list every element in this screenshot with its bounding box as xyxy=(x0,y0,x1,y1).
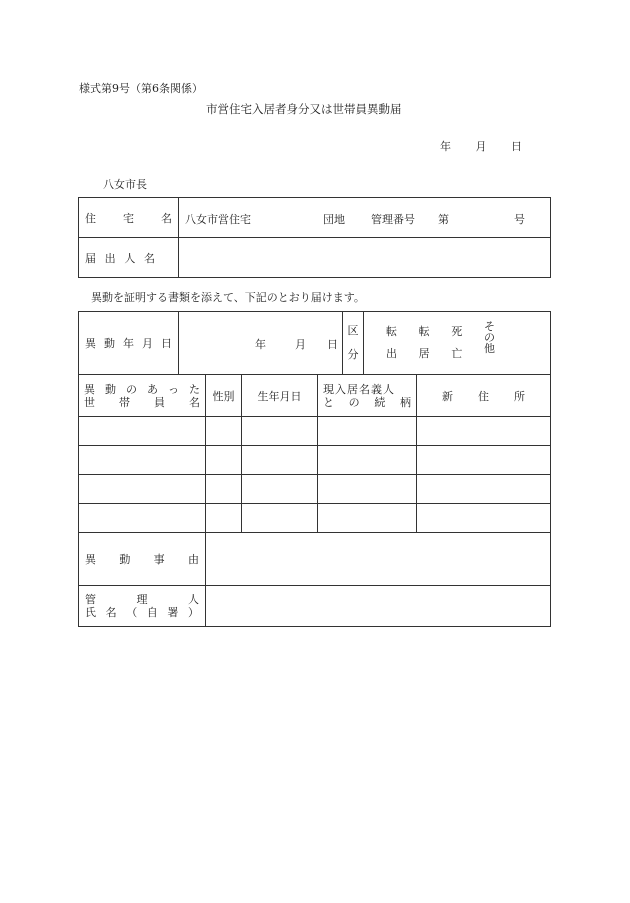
change-month-label: 月 xyxy=(295,338,306,351)
category-option-tenkyo[interactable]: 転 居 xyxy=(418,325,430,360)
sex-cell[interactable] xyxy=(206,504,242,533)
residence-label-cell xyxy=(79,198,179,238)
member-table-header xyxy=(79,375,551,417)
reason-label: 異 動 事 由 xyxy=(85,553,199,566)
sex-cell[interactable] xyxy=(206,417,242,446)
applicant-label-cell xyxy=(79,238,179,278)
category-label-top: 区 xyxy=(347,324,359,337)
applicant-label: 届 出 人 名 xyxy=(85,251,155,265)
header-birth: 生年月日 xyxy=(242,375,318,417)
header-address: 新 住 所 xyxy=(417,375,551,417)
category-option-shibou[interactable]: 死 亡 xyxy=(451,325,463,360)
residence-name: 八女市営住宅 xyxy=(185,213,251,226)
form-title: 市営住宅入居者身分又は世帯員異動届 xyxy=(206,102,402,116)
address-cell[interactable] xyxy=(417,504,551,533)
residence-dai-label: 第 xyxy=(438,213,449,226)
residence-value-cell[interactable] xyxy=(179,198,551,238)
header-sex: 性別 xyxy=(206,375,242,417)
change-year-label: 年 xyxy=(255,338,266,351)
category-options-cell[interactable] xyxy=(364,312,551,375)
reason-value-cell[interactable] xyxy=(206,533,551,586)
birth-cell[interactable] xyxy=(242,475,318,504)
address-cell[interactable] xyxy=(417,417,551,446)
date-month-label: 月 xyxy=(475,140,487,153)
category-option-sonota[interactable]: そ の 他 xyxy=(483,320,495,355)
member-cell[interactable] xyxy=(79,417,206,446)
notice-text: 異動を証明する書類を添えて、下記のとおり届けます。 xyxy=(91,291,365,304)
relation-cell[interactable] xyxy=(318,504,417,533)
change-date-value-cell[interactable] xyxy=(179,312,343,375)
relation-cell[interactable] xyxy=(318,446,417,475)
member-cell[interactable] xyxy=(79,446,206,475)
table-row xyxy=(79,504,551,533)
header-relation: 現入居名義人 と の 続 柄 xyxy=(318,375,417,417)
birth-cell[interactable] xyxy=(242,417,318,446)
table-row xyxy=(79,475,551,504)
date-line xyxy=(440,138,522,154)
manager-label-cell: 管 理 人 氏 名 （ 自 署 ） xyxy=(79,586,206,627)
residence-mgmt-label: 管理番号 xyxy=(371,213,415,226)
member-cell[interactable] xyxy=(79,504,206,533)
table-row xyxy=(79,417,551,446)
date-day-label: 日 xyxy=(511,140,522,153)
change-day-label: 日 xyxy=(327,338,338,351)
birth-cell[interactable] xyxy=(242,446,318,475)
residence-gou-label: 号 xyxy=(514,213,525,226)
date-year-label: 年 xyxy=(440,140,451,153)
residence-danchi-label: 団地 xyxy=(323,213,345,226)
sex-cell[interactable] xyxy=(206,446,242,475)
category-label-cell xyxy=(343,312,364,375)
residence-label: 住 宅 名 xyxy=(85,211,172,225)
category-label-bottom: 分 xyxy=(347,348,359,361)
applicant-value-cell[interactable] xyxy=(179,238,551,278)
category-options xyxy=(386,321,495,365)
member-cell[interactable] xyxy=(79,475,206,504)
member-table xyxy=(78,374,551,627)
birth-cell[interactable] xyxy=(242,504,318,533)
change-date-label-cell xyxy=(79,312,179,375)
relation-cell[interactable] xyxy=(318,475,417,504)
category-option-tenshutsu[interactable]: 転 出 xyxy=(386,325,397,360)
addressee: 八女市長 xyxy=(103,178,147,191)
table-row xyxy=(79,446,551,475)
relation-cell[interactable] xyxy=(318,417,417,446)
form-number: 様式第9号（第6条関係） xyxy=(79,82,203,95)
manager-signature-cell[interactable] xyxy=(206,586,551,627)
change-date-label: 異 動 年 月 日 xyxy=(85,337,172,350)
address-cell[interactable] xyxy=(417,446,551,475)
header-member: 異 動 の あ っ た 世 帯 員 名 xyxy=(79,375,206,417)
sex-cell[interactable] xyxy=(206,475,242,504)
address-cell[interactable] xyxy=(417,475,551,504)
reason-label-cell xyxy=(79,533,206,586)
change-table xyxy=(78,311,551,375)
residence-table xyxy=(78,197,551,278)
